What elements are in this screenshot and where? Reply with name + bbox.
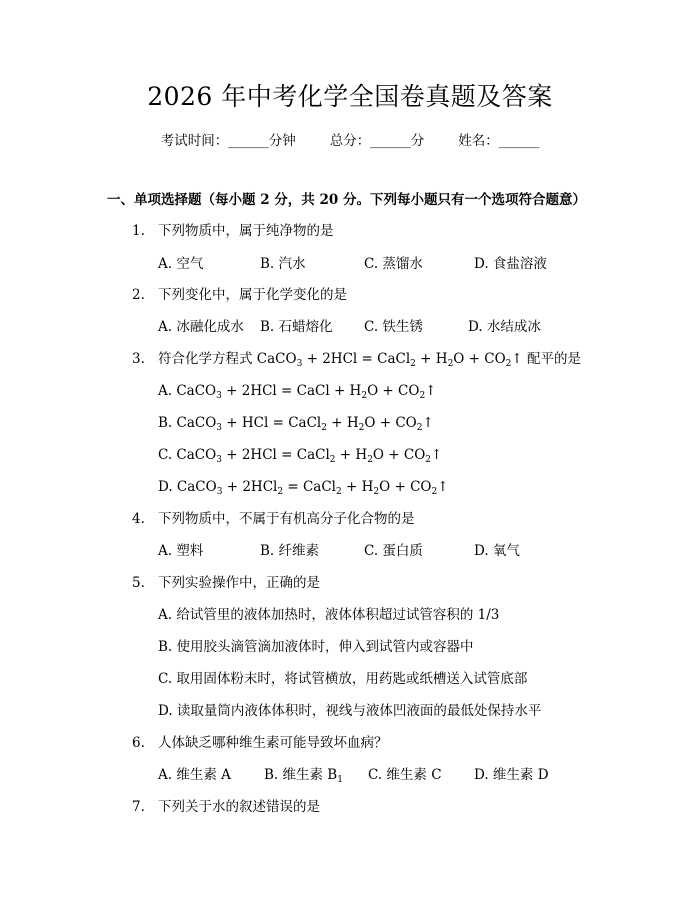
option-a: A. 空气 [158, 256, 204, 272]
option-b: B. CaCO$_3$ + HCl = CaCl$_2$ + $H_2O$ + $CO_2↑$ [158, 415, 434, 433]
question-number: 6. [132, 735, 145, 751]
option-a: A. CaCO$_3$ + 2HCl = CaCl + $H_2O$ + $CO_2↑$ [158, 383, 437, 401]
option-d: D. 读取量筒内液体体积时，视线与液体凹液面的最低处保持水平 [158, 703, 542, 719]
question-number: 2. [132, 287, 145, 303]
option-d: D. 食盐溶液 [474, 256, 547, 272]
question-number: 4. [132, 511, 145, 527]
option-c: C. 铁生锈 [364, 319, 423, 335]
option-c: C. 蛋白质 [364, 543, 423, 559]
option-a: A. 给试管里的液体加热时，液体体积超过试管容积的 1/3 [158, 607, 500, 623]
student-name-field: 姓名：______ [458, 133, 540, 149]
question-5 [132, 573, 320, 593]
question-2 [132, 285, 347, 305]
question-7 [132, 797, 320, 817]
question-4 [132, 509, 415, 529]
option-c: C. CaCO$_3$ + 2HCl = CaCl$_2$ + $H_2O$ + $CO_2↑$ [158, 447, 443, 465]
question-stem: 下列关于水的叙述错误的是 [158, 799, 320, 815]
option-d: D. 氧气 [474, 543, 520, 559]
question-1 [132, 221, 334, 241]
option-b: B. 维生素 $B_1$ [264, 767, 343, 785]
question-stem: 人体缺乏哪种维生素可能导致坏血病？ [158, 735, 388, 751]
question-stem: 下列物质中，属于纯净物的是 [158, 223, 334, 239]
option-c: C. 维生素 C [368, 767, 442, 783]
exam-time-field: 考试时间：______分钟 [160, 133, 296, 149]
total-score-field: 总分：______分 [329, 133, 425, 149]
option-c: C. 蒸馏水 [364, 256, 423, 272]
option-d: D. 维生素 D [474, 767, 549, 783]
option-b: B. 石蜡熔化 [260, 319, 333, 335]
option-b: B. 纤维素 [260, 543, 320, 559]
question-stem: 下列实验操作中，正确的是 [158, 575, 320, 591]
option-a: A. 维生素 A [158, 767, 231, 783]
exam-meta [0, 131, 700, 151]
question-stem: 符合化学方程式 CaCO$_3$ + 2HCl = CaCl$_2$ + $H_2O$ + $CO_2↑$ 配平的是 [158, 351, 581, 369]
option-c: C. 取用固体粉末时，将试管横放，用药匙或纸槽送入试管底部 [158, 671, 528, 687]
question-6 [132, 733, 388, 753]
section-heading: 一、单项选择题（每小题 2 分，共 20 分。下列每小题只有一个选项符合题意） [107, 192, 586, 208]
option-d: D. CaCO$_3$ + 2HCl$_2$ = CaCl$_2$ + $H_2O$ + $CO_2↑$ [158, 479, 449, 497]
option-a: A. 冰融化成水 [158, 319, 244, 335]
question-stem: 下列变化中，属于化学变化的是 [158, 287, 347, 303]
question-number: 3. [132, 351, 145, 367]
question-number: 1. [132, 223, 145, 239]
option-a: A. 塑料 [158, 543, 204, 559]
option-b: B. 使用胶头滴管滴加液体时，伸入到试管内或容器中 [158, 639, 474, 655]
question-number: 5. [132, 575, 145, 591]
question-3 [132, 349, 581, 369]
question-stem: 下列物质中，不属于有机高分子化合物的是 [158, 511, 415, 527]
page-title: 2026 年中考化学全国卷真题及答案 [147, 82, 553, 111]
option-d: D. 水结成冰 [468, 319, 541, 335]
option-b: B. 汽水 [260, 256, 306, 272]
question-number: 7. [132, 799, 145, 815]
